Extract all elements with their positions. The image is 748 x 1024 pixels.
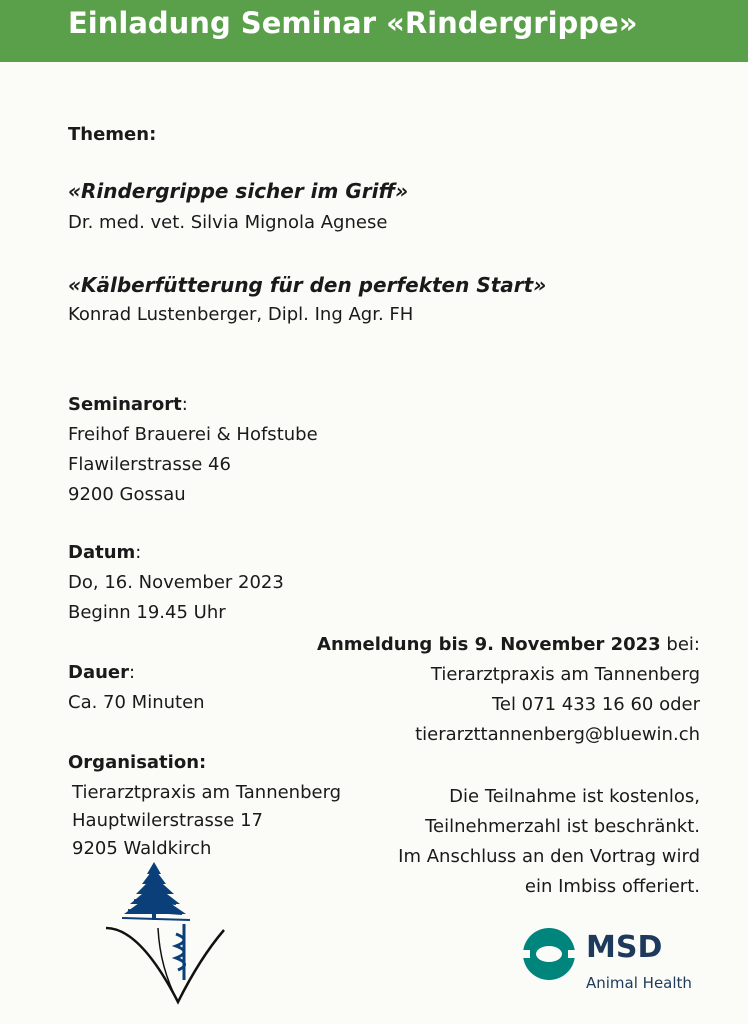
sponsor-subtitle: Animal Health	[586, 974, 692, 992]
registration-heading-row	[317, 630, 700, 660]
duration-heading-row	[68, 658, 135, 688]
venue-line-2: Flawilerstrasse 46	[68, 454, 231, 475]
duration-colon: :	[129, 662, 136, 683]
registration-email: tierarzttannenberg@bluewin.ch	[415, 724, 700, 745]
topic-1-speaker: Dr. med. vet. Silvia Mignola Agnese	[68, 212, 388, 233]
note-line-3: Im Anschluss an den Vortrag wird	[398, 846, 700, 867]
note-line-2: Teilnehmerzahl ist beschränkt.	[425, 816, 700, 837]
msd-logo-icon	[520, 926, 578, 982]
organisation-line-1: Tierarztpraxis am Tannenberg	[72, 782, 342, 803]
date-colon: :	[135, 542, 142, 563]
sponsor-name: MSD	[586, 930, 663, 965]
topic-2-title: «Kälberfütterung für den perfekten Start»	[68, 273, 547, 297]
topic-1-title: «Rindergrippe sicher im Griff»	[68, 179, 409, 203]
page-title: Einladung Seminar «Rindergrippe»	[68, 6, 638, 40]
organisation-line-2: Hauptwilerstrasse 17	[72, 810, 263, 831]
note-line-4: ein Imbiss offeriert.	[524, 876, 700, 897]
topics-heading: Themen:	[68, 124, 157, 145]
topic-2-speaker: Konrad Lustenberger, Dipl. Ing Agr. FH	[68, 304, 414, 325]
date-heading-row	[68, 538, 141, 568]
date-line-1: Do, 16. November 2023	[68, 572, 284, 593]
venue-heading: Seminarort	[68, 394, 182, 415]
header-banner	[0, 0, 748, 62]
organisation-heading: Organisation:	[68, 752, 207, 773]
duration-line-1: Ca. 70 Minuten	[68, 692, 205, 713]
registration-line-1: Tierarztpraxis am Tannenberg	[430, 664, 700, 685]
fir-tree-staff-logo-icon	[100, 858, 240, 1008]
registration-line-2: Tel 071 433 16 60 oder	[491, 694, 700, 715]
note-line-1: Die Teilnahme ist kostenlos,	[449, 786, 700, 807]
registration-suffix: bei:	[660, 634, 700, 655]
date-heading: Datum	[68, 542, 136, 563]
registration-heading: Anmeldung bis 9. November 2023	[317, 634, 661, 655]
duration-heading: Dauer	[68, 662, 129, 683]
venue-line-1: Freihof Brauerei & Hofstube	[68, 424, 318, 445]
venue-heading-row	[68, 390, 188, 420]
venue-colon: :	[181, 394, 188, 415]
date-line-2: Beginn 19.45 Uhr	[68, 602, 226, 623]
venue-line-3: 9200 Gossau	[68, 484, 186, 505]
organisation-line-3: 9205 Waldkirch	[72, 838, 212, 859]
